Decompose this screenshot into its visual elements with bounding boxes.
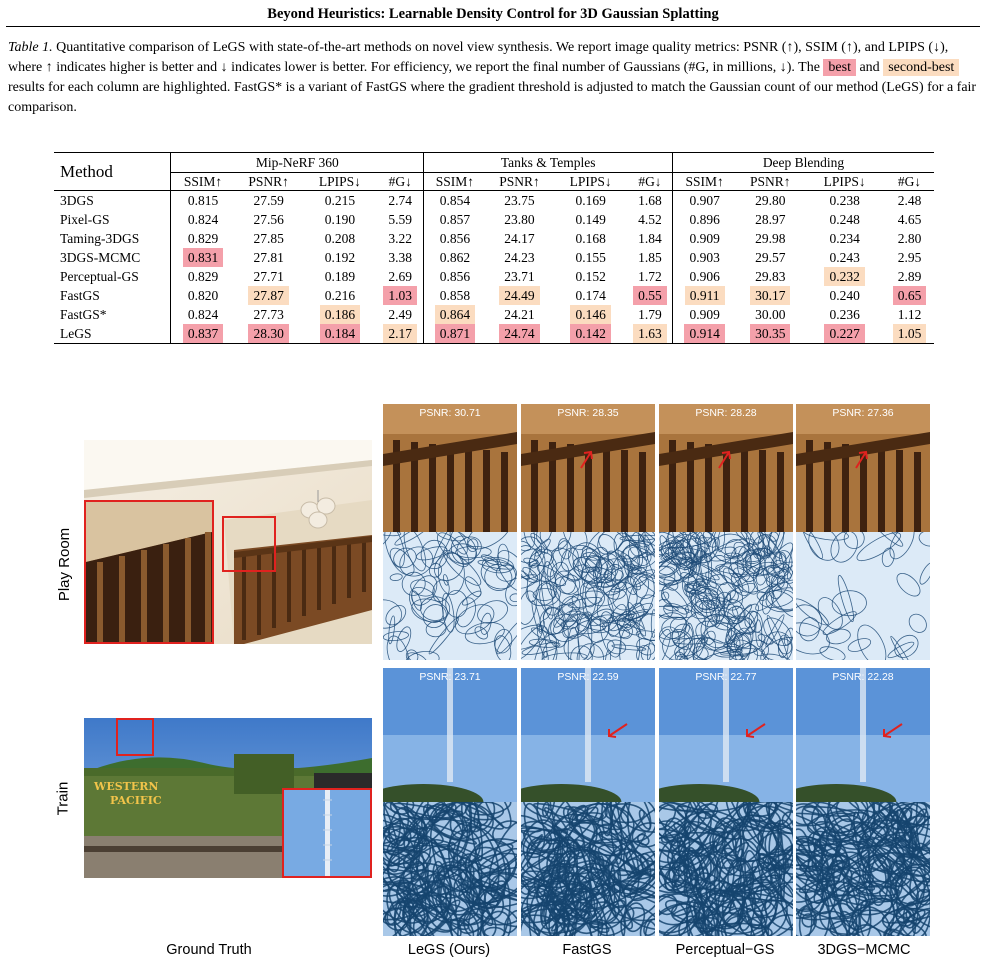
value-cell [736,248,804,267]
value-cell [235,229,303,248]
value-cell [885,229,934,248]
value-cell [377,324,424,344]
train-logo-line-2: PACIFIC [110,794,162,807]
value-text: 0.168 [575,231,606,246]
red-arrow-icon [743,722,767,740]
value-text: 0.829 [187,231,219,246]
table-row [54,248,934,267]
method-cell: LeGS [54,324,171,344]
value-text: 23.80 [504,212,535,227]
value-cell [235,305,303,324]
playroom-ground-truth-image [84,440,372,644]
value-text: 28.97 [755,212,786,227]
playroom-gaussian-tile [659,532,793,660]
value-text: 2.48 [897,193,922,208]
table-row [54,229,934,248]
red-arrow-icon [577,448,597,470]
value-text: 4.65 [897,212,922,227]
value-cell [377,229,424,248]
value-cell [553,191,627,211]
value-cell [673,267,737,286]
column-header: SSIM↑ [424,173,486,191]
column-label-ground-truth: Ground Truth [166,942,252,958]
psnr-label: PSNR: 22.59 [557,671,619,683]
method-header: Method [54,153,171,191]
value-cell [673,248,737,267]
caption-text-2: results for each column are highlighted. FastGS* is a variant of FastGS where the gradient threshold is adjusted to match the Gaussian count of our method (LeGS) for a fair comparison. [8,80,977,115]
column-header: #G↓ [628,173,673,191]
group-tanks: Tanks & Temples [424,153,673,173]
value-cell [553,324,627,344]
value-cell [235,248,303,267]
value-cell [804,324,885,344]
value-text: 0.903 [689,250,720,265]
value-text: 2.89 [897,269,922,284]
value-cell [885,210,934,229]
value-cell [303,191,377,211]
value-text: 0.243 [829,250,860,265]
value-text: 24.74 [499,324,539,343]
value-text: 29.98 [755,231,786,246]
value-cell [736,267,804,286]
value-text: 0.907 [689,193,720,208]
value-text: 0.896 [689,212,720,227]
value-cell [303,305,377,324]
value-cell [553,286,627,305]
method-cell: 3DGS [60,193,94,208]
value-text: 0.240 [829,288,860,303]
method-cell: FastGS* [60,307,107,322]
value-cell [628,324,673,344]
value-text: 0.862 [439,250,471,265]
value-text: 0.184 [320,324,360,343]
value-cell [235,191,303,211]
value-text: 0.149 [575,212,606,227]
value-text: 24.21 [504,307,535,322]
value-cell [485,210,553,229]
value-cell [673,305,737,324]
value-text: 27.59 [253,193,284,208]
value-text: 24.49 [499,286,539,305]
train-render-tile [796,668,930,802]
value-text: 0.142 [570,324,610,343]
value-text: 0.871 [435,324,475,343]
value-cell [628,210,673,229]
psnr-label: PSNR: 30.71 [419,407,481,419]
value-text: 0.857 [439,212,471,227]
column-header-row [54,173,934,191]
value-cell [553,305,627,324]
train-ground-truth-image [84,718,372,878]
value-text: 1.79 [638,307,662,322]
value-text: 0.234 [829,231,860,246]
value-text: 0.238 [829,193,860,208]
column-header: LPIPS↓ [303,173,377,191]
train-zoom-inset [282,788,372,878]
value-cell [171,191,235,211]
value-cell [171,286,235,305]
column-header: #G↓ [885,173,934,191]
value-cell [628,191,673,211]
value-text: 0.146 [570,305,610,324]
value-text: 0.174 [575,288,606,303]
value-text: 0.190 [324,212,356,227]
table-row [54,210,934,229]
value-text: 0.824 [187,212,219,227]
value-text: 0.155 [575,250,606,265]
value-text: 1.68 [638,193,662,208]
value-text: 1.03 [383,286,417,305]
value-cell [424,191,486,211]
value-cell [171,248,235,267]
table-row [54,267,934,286]
value-cell [673,229,737,248]
value-cell [235,210,303,229]
value-cell [424,305,486,324]
column-header: #G↓ [377,173,424,191]
table-row [54,286,934,305]
value-text: 0.856 [439,231,471,246]
value-cell [553,248,627,267]
results-table [54,152,934,344]
paper-header: Beyond Heuristics: Learnable Density Control for 3D Gaussian Splatting [267,6,719,22]
column-header: SSIM↑ [673,173,737,191]
value-text: 0.232 [824,267,864,286]
value-text: 27.87 [248,286,288,305]
red-arrow-icon [880,722,904,740]
value-cell [171,305,235,324]
train-render-tile [383,668,517,802]
value-text: 0.909 [689,231,720,246]
train-logo-line-1: WESTERN [94,780,159,793]
value-text: 0.152 [575,269,606,284]
red-arrow-icon [715,448,735,470]
value-cell [303,267,377,286]
value-text: 3.22 [388,231,413,246]
value-cell [885,248,934,267]
value-text: 0.189 [324,269,356,284]
train-gaussian-tile [796,802,930,936]
value-text: 24.23 [504,250,535,265]
train-render-tile [521,668,655,802]
red-arrow-icon [852,448,872,470]
value-cell [553,229,627,248]
value-cell [485,286,553,305]
value-cell [235,286,303,305]
value-cell [303,286,377,305]
value-text: 28.30 [248,324,288,343]
value-cell [885,267,934,286]
caption-text-1: Quantitative comparison of LeGS with state-of-the-art methods on novel view synthesis. We report image quality metrics: PSNR (↑), SSIM (↑), and LPIPS (↓), where ↑ indicates higher is better and ↓ indicates lower is better. For efficiency, we report the final number of Gaussians (#G, in millions, ↓). The [8,40,949,75]
value-cell [736,305,804,324]
train-gaussian-tile [383,802,517,936]
value-cell [485,191,553,211]
value-text: 1.05 [893,324,927,343]
value-text: 2.49 [388,307,413,322]
value-cell [736,191,804,211]
value-text: 0.864 [435,305,475,324]
train-render-tile [659,668,793,802]
value-cell [553,267,627,286]
value-text: 0.236 [829,307,860,322]
psnr-label: PSNR: 27.36 [832,407,894,419]
value-cell [424,286,486,305]
value-text: 2.80 [897,231,922,246]
value-cell [485,248,553,267]
psnr-label: PSNR: 28.35 [557,407,619,419]
value-text: 5.59 [388,212,413,227]
value-text: 0.831 [183,248,223,267]
value-cell [736,324,804,344]
value-text: 0.208 [324,231,356,246]
value-cell [673,191,737,211]
train-gaussian-tile [521,802,655,936]
header-rule [6,26,980,27]
value-cell [804,305,885,324]
column-label-3dgsmcmc: 3DGS−MCMC [817,942,911,958]
value-text: 27.85 [253,231,284,246]
value-text: 1.84 [638,231,662,246]
value-cell [303,229,377,248]
value-cell [736,286,804,305]
value-text: 0.906 [689,269,720,284]
value-cell [628,267,673,286]
value-text: 0.186 [320,305,360,324]
value-cell [673,210,737,229]
column-header: LPIPS↓ [804,173,885,191]
value-text: 27.71 [253,269,284,284]
method-cell: Perceptual-GS [60,269,139,284]
value-text: 1.72 [638,269,662,284]
group-deepblending: Deep Blending [673,153,935,173]
red-arrow-icon [605,722,629,740]
value-text: 0.216 [324,288,356,303]
value-cell [424,229,486,248]
value-text: 0.248 [829,212,860,227]
value-text: 0.192 [324,250,356,265]
value-text: 2.74 [388,193,413,208]
train-gaussian-tile [659,802,793,936]
value-text: 2.69 [388,269,413,284]
value-cell [171,267,235,286]
value-text: 29.83 [755,269,786,284]
caption-best-swatch: best [823,59,856,76]
value-cell [804,286,885,305]
value-cell [736,229,804,248]
value-cell [377,305,424,324]
table-row [54,305,934,324]
value-text: 30.00 [755,307,786,322]
playroom-crop-box [222,516,276,572]
value-cell [303,324,377,344]
value-text: 0.858 [439,288,471,303]
value-text: 0.227 [824,324,864,343]
value-cell [424,324,486,344]
value-cell [424,267,486,286]
row-label-playroom: Play Room [56,527,74,602]
playroom-render-tile [796,404,930,532]
value-text: 0.829 [187,269,219,284]
value-cell [485,267,553,286]
value-text: 3.38 [388,250,413,265]
value-text: 0.854 [439,193,471,208]
value-cell [885,286,934,305]
group-mipnerf: Mip-NeRF 360 [171,153,424,173]
table-row [54,191,934,211]
value-cell [235,324,303,344]
playroom-render-tile [659,404,793,532]
column-header: PSNR↑ [736,173,804,191]
value-text: 0.815 [187,193,219,208]
table-row [54,324,934,344]
value-cell [628,305,673,324]
value-cell [885,191,934,211]
value-text: 29.57 [755,250,786,265]
value-cell [485,324,553,344]
value-cell [171,229,235,248]
value-cell [736,210,804,229]
method-cell: Pixel-GS [60,212,110,227]
value-text: 0.55 [633,286,667,305]
value-cell [377,248,424,267]
method-cell: 3DGS-MCMC [60,250,141,265]
value-text: 27.56 [253,212,284,227]
column-label-fastgs: FastGS [562,942,612,958]
value-cell [171,324,235,344]
group-header-row [54,153,934,173]
value-text: 0.914 [684,324,724,343]
value-cell [171,210,235,229]
method-cell: Taming-3DGS [60,231,140,246]
value-cell [804,210,885,229]
caption-label: Table 1. [8,40,53,55]
value-text: 23.75 [504,193,535,208]
column-header: LPIPS↓ [553,173,627,191]
playroom-zoom-inset [84,500,214,644]
value-text: 0.169 [575,193,606,208]
value-cell [804,248,885,267]
column-label-perceptualgs: Perceptual−GS [675,942,775,958]
value-cell [485,305,553,324]
value-text: 29.80 [755,193,786,208]
value-cell [303,248,377,267]
value-text: 0.820 [187,288,219,303]
value-text: 0.911 [685,286,725,305]
value-text: 0.65 [893,286,927,305]
value-text: 0.909 [689,307,720,322]
value-cell [303,210,377,229]
value-text: 0.215 [324,193,356,208]
caption-second-swatch: second-best [883,59,959,76]
value-text: 2.95 [897,250,922,265]
value-text: 0.824 [187,307,219,322]
value-cell [235,267,303,286]
value-cell [377,286,424,305]
column-header: PSNR↑ [485,173,553,191]
psnr-label: PSNR: 23.71 [419,671,481,683]
column-header: SSIM↑ [171,173,235,191]
value-cell [885,305,934,324]
value-cell [424,248,486,267]
psnr-label: PSNR: 22.28 [832,671,894,683]
column-header: PSNR↑ [235,173,303,191]
value-cell [628,286,673,305]
value-cell [377,267,424,286]
value-cell [673,286,737,305]
value-text: 1.12 [897,307,922,322]
value-text: 0.837 [183,324,223,343]
value-cell [628,229,673,248]
value-text: 24.17 [504,231,535,246]
value-cell [628,248,673,267]
value-text: 1.85 [638,250,662,265]
value-cell [673,324,737,344]
value-cell [885,324,934,344]
value-cell [424,210,486,229]
value-text: 23.71 [504,269,535,284]
value-cell [377,191,424,211]
playroom-gaussian-tile [521,532,655,660]
value-text: 27.73 [253,307,284,322]
psnr-label: PSNR: 28.28 [695,407,757,419]
value-text: 1.63 [633,324,667,343]
method-cell: FastGS [60,288,100,303]
value-text: 30.35 [750,324,790,343]
playroom-render-tile [383,404,517,532]
train-crop-box [116,718,154,756]
value-cell [485,229,553,248]
value-cell [804,191,885,211]
value-cell [804,229,885,248]
value-cell [804,267,885,286]
value-text: 30.17 [750,286,790,305]
caption-and: and [855,60,884,75]
value-text: 4.52 [638,212,662,227]
value-cell [377,210,424,229]
value-text: 2.17 [383,324,417,343]
table-caption [8,38,978,118]
value-text: 0.856 [439,269,471,284]
row-label-train: Train [54,781,72,816]
value-text: 27.81 [253,250,284,265]
column-label-legs: LeGS (Ours) [407,942,491,958]
psnr-label: PSNR: 22.77 [695,671,757,683]
value-cell [553,210,627,229]
playroom-gaussian-tile [796,532,930,660]
playroom-render-tile [521,404,655,532]
playroom-gaussian-tile [383,532,517,660]
